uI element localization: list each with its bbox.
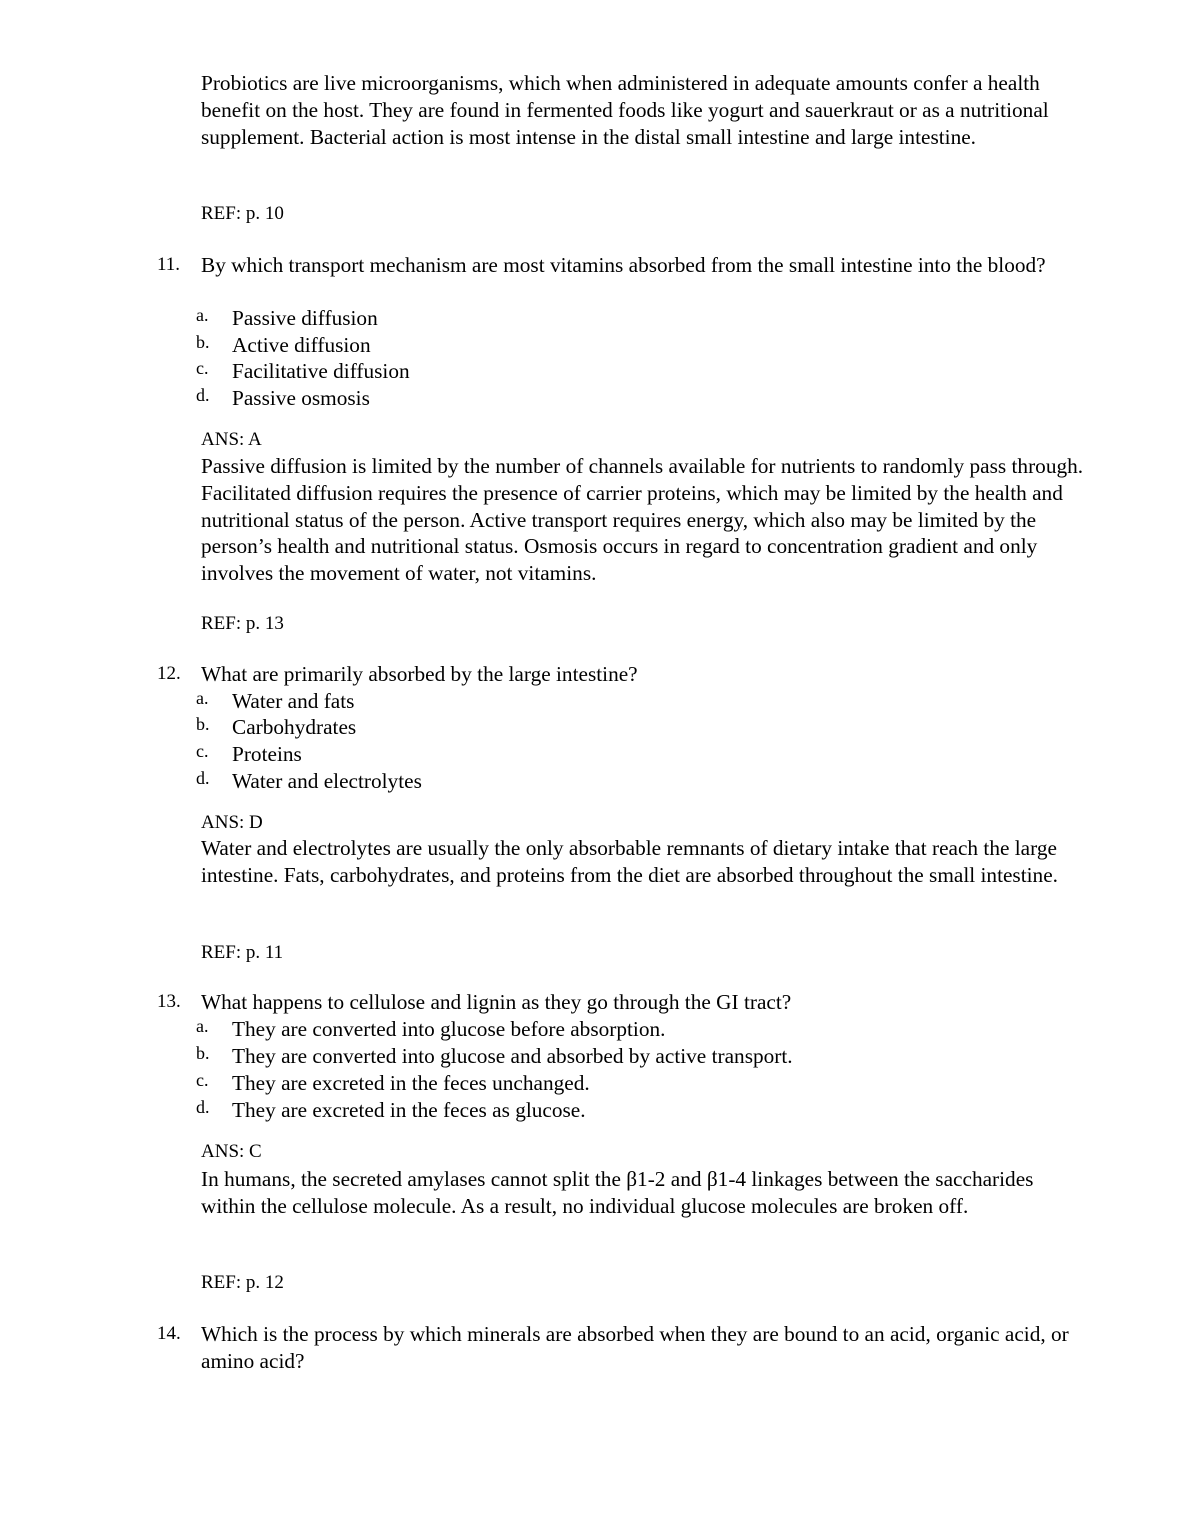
q10-explanation: Probiotics are live microorganisms, which when administered in adequate amounts confer a health benefit on the host. They are found in fermented foods like yogurt and sauerkraut or as a nutritional supplement. Bacterial action is most intense in the distal small intestine and large intestine.: [201, 71, 1049, 149]
option-letter: d.: [196, 385, 210, 405]
ref: REF: p. 11: [201, 942, 284, 963]
option-text: Carbohydrates: [232, 715, 357, 739]
option-d: [196, 385, 370, 412]
answer-explanation: In humans, the secreted amylases cannot split the β1-2 and β1-4 linkages between the saccharides within the cellulose molecule. As a result, no individual glucose molecules are broken off.: [201, 1167, 1034, 1218]
question-number: 13.: [157, 991, 181, 1012]
question-number: 14.: [157, 1323, 181, 1344]
option-c: [196, 358, 410, 385]
option-text: They are excreted in the feces as glucose.: [232, 1098, 586, 1122]
question-text: By which transport mechanism are most vitamins absorbed from the small intestine into the blood?: [201, 253, 1046, 277]
option-letter: b.: [196, 1043, 210, 1063]
answer: ANS: C: [201, 1141, 262, 1162]
option-d: [196, 768, 422, 795]
option-d: [196, 1097, 586, 1124]
option-text: Facilitative diffusion: [232, 359, 410, 383]
option-a: [196, 305, 378, 332]
option-a: [196, 1016, 665, 1043]
option-letter: c.: [196, 741, 209, 761]
ref: REF: p. 12: [201, 1272, 284, 1293]
option-c: [196, 1070, 590, 1097]
option-letter: d.: [196, 768, 210, 788]
question-number: 11.: [157, 254, 181, 275]
option-b: [196, 1043, 793, 1070]
ref: REF: p. 13: [201, 613, 284, 634]
question-text: What happens to cellulose and lignin as they go through the GI tract?: [201, 990, 792, 1014]
option-text: Passive osmosis: [232, 386, 370, 410]
option-letter: d.: [196, 1097, 210, 1117]
option-text: They are excreted in the feces unchanged.: [232, 1071, 590, 1095]
question-text: Which is the process by which minerals are absorbed when they are bound to an acid, organic acid, or amino acid?: [201, 1322, 1069, 1373]
option-letter: a.: [196, 688, 209, 708]
option-letter: b.: [196, 332, 210, 352]
question-number: 12.: [157, 663, 181, 684]
option-text: Water and fats: [232, 689, 355, 713]
option-text: Proteins: [232, 742, 302, 766]
answer-explanation: Passive diffusion is limited by the number of channels available for nutrients to randomly pass through. Facilitated diffusion requires the presence of carrier proteins, which may be limited by the health and nutritional status of the person. Active transport requires energy, which also may be limited by the person’s health and nutritional status. Osmosis occurs in regard to concentration gradient and only involves the movement of water, not vitamins.: [201, 454, 1084, 586]
option-letter: a.: [196, 305, 209, 325]
option-text: They are converted into glucose and absorbed by active transport.: [232, 1044, 793, 1068]
option-letter: c.: [196, 1070, 209, 1090]
option-text: Water and electrolytes: [232, 769, 422, 793]
option-text: Passive diffusion: [232, 306, 378, 330]
answer: ANS: A: [201, 429, 262, 450]
option-letter: c.: [196, 358, 209, 378]
q10-ref: REF: p. 10: [201, 203, 284, 224]
answer-explanation: Water and electrolytes are usually the only absorbable remnants of dietary intake that reach the large intestine. Fats, carbohydrates, and proteins from the diet are absorbed throughout the small intestine.: [201, 836, 1058, 887]
question-text: What are primarily absorbed by the large intestine?: [201, 662, 638, 686]
option-letter: a.: [196, 1016, 209, 1036]
answer: ANS: D: [201, 812, 263, 833]
option-text: Active diffusion: [232, 333, 371, 357]
option-b: [196, 714, 356, 741]
option-letter: b.: [196, 714, 210, 734]
option-c: [196, 741, 302, 768]
option-text: They are converted into glucose before absorption.: [232, 1017, 666, 1041]
